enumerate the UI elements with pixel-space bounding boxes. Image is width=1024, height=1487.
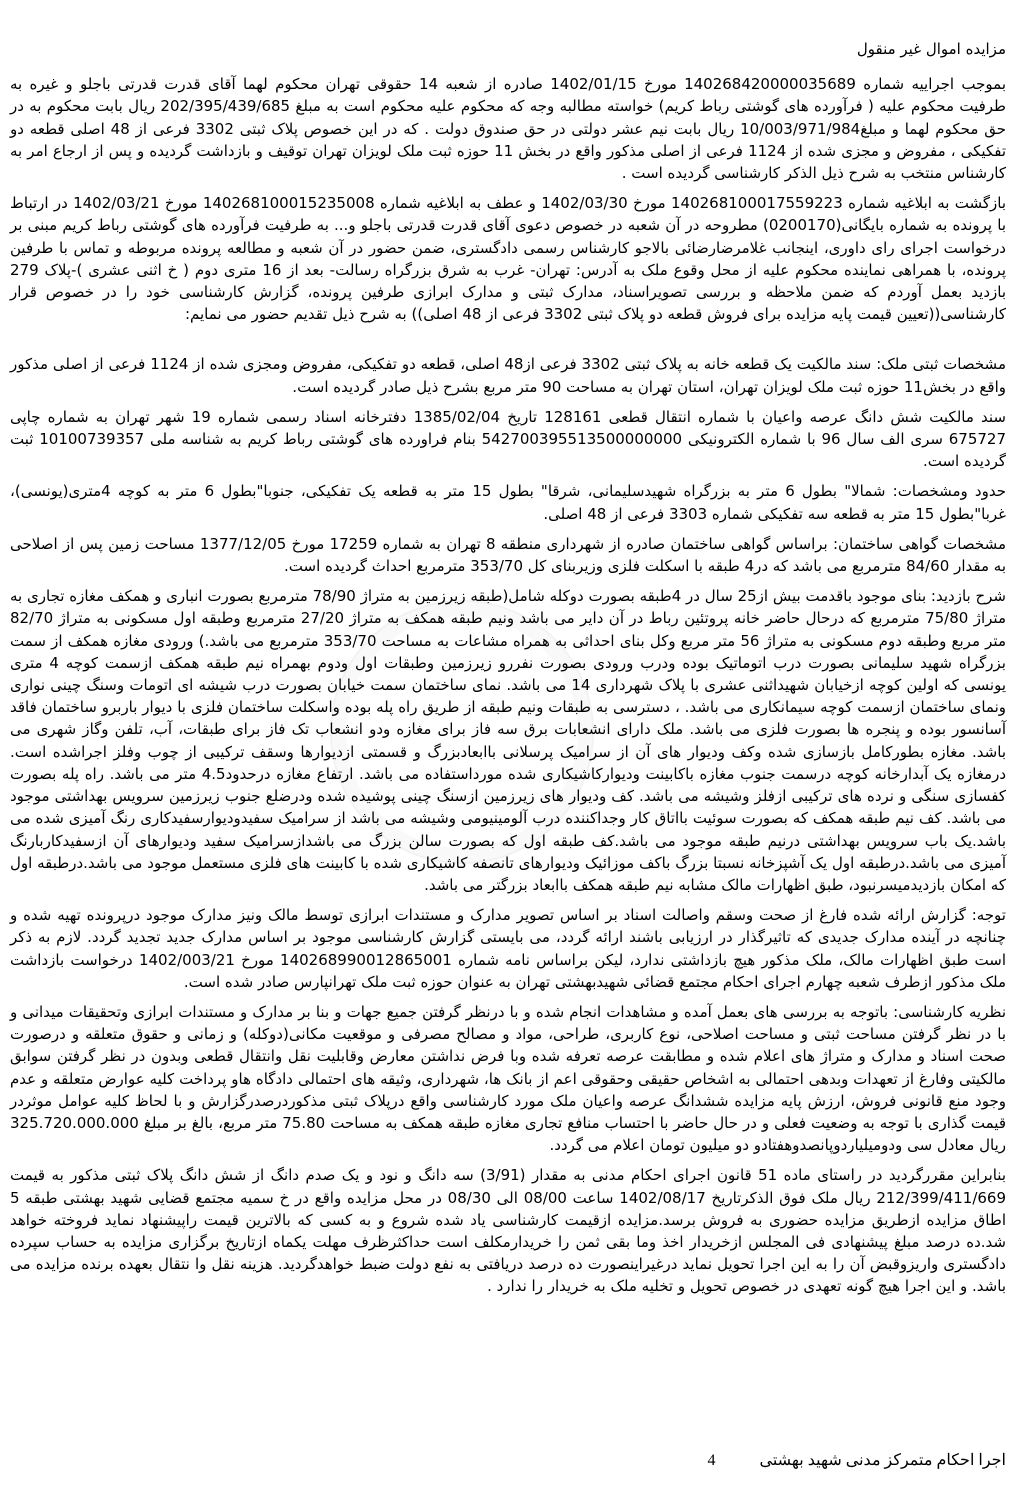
paragraph-execution-order: بموجب اجراییه شماره 140268420000035689 مورخ 1402/01/15 صادره از شعبه 14 حقوقی تهران محکوم لهما آقای قدرت قدرتی باجلو و غیره به طرفیت محکوم علیه ( فرآورده های گوشتی رباط کریم) خواسته مطالبه وجه که محکوم علیه محکوم است به مبلغ 202/395/439/685 ریال بابت محکوم به در حق محکوم لهما و مبلغ10/003/971/984 ریال بابت نیم عشر دولتی در حق صندوق دولت . که در این خصوص پلاک ثبتی 3302 فرعی از 48 اصلی قطعه دو تفکیکی ، مفروض و مجزی شده از 1124 فرعی از اصلی مذکور واقع در بخش 11 حوزه ثبت ملک لویزان تهران توقیف و بازداشت گردیده و پس از ارجاع امر به کارشناس منتخب به شرح ذیل الذکر کارشناسی گردیده است .	[10, 75, 1007, 183]
page-number: 4	[707, 1452, 716, 1469]
paragraph-boundaries: حدود ومشخصات: شمالا" بطول 6 متر به بزرگراه شهیدسلیمانی، شرقا" بطول 15 متر به قطعه یک تفکیکی، جنوبا"بطول 6 متر به کوچه 4متری(یونسی)، غربا"بطول 15 متر به قطعه سه تفکیکی شماره 3303 فرعی از 48 اصلی.	[10, 482, 1006, 523]
paragraph-expert-opinion: نظریه کارشناسی: باتوجه به بررسی های بعمل آمده و مشاهدات انجام شده و با درنظر گرفتن جمیع جهات و بنا بر مدارک و مستندات ابرازی وتحقیقات میدانی و با در نظر گرفتن مساحت ثبتی و مساحت اصلاحی، نوع کاربری، طراحی، مواد و مصالح مصرفی و موقعیت مکانی(دوکله) و زمانی و حقوق متعلقه و درصورت صحت اسناد و مدارک و متراژ های اعلام شده و مطابقت عرصه تعرفه شده وبا فرض نداشتن معارض وقابلیت نقل وانتقال قطعی وبدون در نظر گرفتن سوابق مالکیتی وفارغ از تعهدات وبدهی احتمالی به اشخاص حقیقی وحقوقی اعم از بانک ها، شهرداری، وثیقه های احتمالی دادگاه هاو پرداخت کلیه عوارض متعلقه و عدم وجود منع قانونی فروش، ارزش پایه مزایده ششدانگ عرصه واعیان ملک مورد کارشناسی واقع درپلاک ثبتی مذکوردرصدرگزارش و با لحاظ کلیه عوامل موثردر قیمت گذاری با توجه به وضعیت فعلی و در حال حاضر با احتساب منافع تجاری مغازه طبقه همکف به مساحت 75.80 متر مربع، بالغ بر مبلغ 325.720.000.000 ریال معادل سی ودومیلیاردوپانصدوهفتادو دو میلیون تومان اعلام می گردد.	[10, 1002, 1006, 1155]
paragraph-expert-visit: بازگشت به ابلاغیه شماره 140268100017559223 مورخ 1402/03/30 و عطف به ابلاغیه شماره 140268100015235008 مورخ 1402/03/21 در ارتباط با پرونده به شماره بایگانی(0200170) مطروحه در آن شعبه در خصوص دعوی آقای قدرت قدرتی باجلو و... به طرفیت فرآورده های گوشتی رباط کریم مبنی بر درخواست اجرای رای داوری، اینجانب غلامرضارضائی بالاجو کارشناس رسمی دادگستری، ضمن حضور در آن شعبه و مطالعه پرونده مربوطه و تماس با طرفین پرونده، با همراهی نماینده محکوم علیه از محل وقوع ملک به آدرس: تهران- غرب به شرق بزرگراه رسالت- بعد از 16 متری دوم ( خ اثنی عشری )-پلاک 279 بازدید بعمل آوردم که ضمن ملاحظه و بررسی تصویراسناد، مدارک ثبتی و مدارک ابرازی طرفین پرونده، گزارش کارشناسی خود را در خصوص قرار کارشناسی((تعیین قیمت پایه مزایده برای فروش قطعه دو پلاک ثبتی 3302 فرعی از 48 اصلی)) به شرح ذیل تقدیم حضور می نمایم:	[10, 194, 1007, 324]
footer-issuer: اجرا احکام متمرکز مدنی شهید بهشتی	[759, 1452, 1006, 1469]
paragraph-building-certificate: مشخصات گواهی ساختمان: براساس گواهی ساختمان صادره از شهرداری منطقه 8 تهران به شماره 17259 مورخ 1377/12/05 مساحت زمین پس از اصلاحی به مقدار 84/60 مترمربع می باشد که در4 طبقه با اسکلت فلزی وزیربنای کل 353/70 مترمربع احداث گردیده است.	[10, 534, 1006, 576]
paragraph-notice: توجه: گزارش ارائه شده فارغ از صحت وسقم واصالت اسناد بر اساس تصویر مدارک و مستندات ابرازی توسط مالک ونیز مدارک موجود درپرونده تهیه شده و چنانچه در آینده مدارک جدیدی که تاثیرگذار در ارزیابی باشند ارائه گردد، می بایستی گزارش کارشناسی موجود بر اساس مدارک جدید تجدید گردد. لازم به ذکر است طبق اظهارات مالک، ملک مذکور هیچ بازداشتی ندارد، لیکن براساس نامه شماره 140268990012865001 مورخ 1402/003/21 درخواست بازداشت ملک مذکور ازطرف شعبه چهارم اجرای احکام مجتمع قضائی شهیدبهشتی تهران به عنوان حوزه ثبت ملک تهرانپارس صادر شده است.	[10, 906, 1006, 991]
paragraph-ownership-deed: سند مالکیت شش دانگ عرصه واعیان با شماره انتقال قطعی 128161 تاریخ 1385/02/04 دفترخانه اسناد رسمی شماره 19 شهر تهران به شماره چاپی 675727 سری الف سال 96 با شماره الکترونیکی 542700395513500000000 بنام فراورده های گوشتی رباط کریم به شناسه ملی 10100739357 ثبت گردیده است.	[10, 407, 1006, 471]
paragraph-auction-terms: بنابراین مقررگردید در راستای ماده 51 قانون اجرای احکام مدنی به مقدار (3/91) سه دانگ و نود و یک صدم دانگ از شش دانگ پلاک ثبتی مذکور به قیمت 212/399/411/669 ریال ملک فوق الذکرتاریخ 1402/08/17 ساعت 08/00 الی 08/30 در محل مزایده واقع در خ سمیه مجتمع قضایی شهید بهشتی طبقه 5 اطاق مزایده ازطریق مزایده حضوری به فروش برسد.مزایده ازقیمت کارشناسی یاد شده شروع و به کسی که بالاترین قیمت راپیشنهاد نماید فروخته خواهد شد.ده درصد مبلغ پیشنهادی فی المجلس ازخریدار اخذ وما بقی ثمن را خریدارمکلف است حداکثرظرف مهلت یکماه ازتاریخ برگزاری مزایده به حساب سپرده دادگستری واریزوقبض آن را به این اجرا تحویل نماید درغیراینصورت ده درصد دریافتی به نفع دولت ضبط خواهدگردید. هزینه نقل وا نتقال بعهده برنده مزایده می باشد. و این اجرا هیچ گونه تعهدی در خصوص تحویل و تخلیه ملک به خریدار را ندارد .	[10, 1166, 1007, 1296]
document-title: مزایده اموال غیر منقول	[856, 40, 1006, 58]
paragraph-inspection-description: شرح بازدید: بنای موجود باقدمت بیش از25 سال در 4طبقه بصورت دوکله شامل(طبقه زیرزمین به متراژ 78/90 مترمربع بصورت انباری و همکف مغازه تجاری به متراژ 75/80 مترمربع که درحال حاضر خانه پروتئین رباط در آن دایر می باشد ونیم طبقه همکف به متراژ 27/20 مترمربع وطبقه اول مسکونی به متراژ 82/70 متر مربع وطبقه دوم مسکونی به متراژ 56 متر مربع وکل بنای احداثی به همراه مشاعات به مساحت 353/70 مترمربع می باشد.) ورودی مغازه همکف از سمت بزرگراه شهید سلیمانی بصورت درب اتوماتیک بوده ودرب ورودی بصورت نفررو زیرزمین وطبقات اول ودوم بهمراه نیم طبقه همکف ازسمت کوچه 4 متری یونسی که اولین کوچه ازخیابان شهیداثنی عشری با پلاک شهرداری 14 می باشد. نمای ساختمان سمت خیابان بصورت درب شیشه ای اتومات وسنگ چینی نواری ونمای ساختمان ازسمت کوچه سیمانکاری می باشد. ، دسترسی به طبقات ونیم طبقه از طریق راه پله بوده واسکلت ساختمان فلزی با دیوار باربرو ساختمان فاقد آسانسور بوده و پنجره ها بصورت فلزی می باشد. ملک دارای انشعابات برق سه فاز برای مغازه ودو انشعاب تک فاز برای طبقات، آب، تلفن وگاز شهری می باشد. مغازه بطورکامل بازسازی شده وکف ودیوار های آن از سرامیک پرسلانی باابعادبزرگ و قسمتی ازدیوارها وسقف ترکیبی از چوب وفلز اجراشده است. درمغازه یک آبدارخانه کوچه درسمت جنوب مغازه باکابینت ودیوارکاشیکاری شده مورداستفاده می باشد. ارتفاع مغازه درحدود4.5 متر می باشد. راه پله بصورت کفسازی سنگی و نرده های ترکیبی ازفلز وشیشه می باشد. کف ودیوار های زیرزمین ازسنگ چینی پوشیده شده ودرضلع جنوب زیرزمین سرویس بهداشتی موجود می باشد. کف نیم طبقه همکف که بصورت سوئیت بااتاق کار وجداکننده درب آلومینیومی وشیشه می باشد از سرامیک سفیدودیوارسفیدکاری رنگ آمیزی شده می باشد.یک باب سرویس بهداشتی درنیم طبقه موجود می باشد.کف طبقه اول که بصورت سالن بزرگ می باشدازسرامیک سفید ودیوارهای آن ازسفیدکاربارنگ آمیزی می باشد.درطبقه اول یک آشپزخانه نسبتا بزرگ باکف موزائیک ودیوارهای تانصفه کاشیکاری شده با کابینت های فلزی مستعمل موجود می باشد.درطبقه اول که امکان بازدیدمیسرنبود، طبق اظهارات مالک مشابه نیم طبقه همکف باابعاد بزرگتر می باشد.	[10, 587, 1007, 894]
footer	[707, 1450, 1006, 1470]
paragraph-registration-details: مشخصات ثبتی ملک: سند مالکیت یک قطعه خانه به پلاک ثبتی 3302 فرعی از48 اصلی، قطعه دو تفکیکی، مفروض ومجزی شده از 1124 فرعی از اصلی مذکور واقع در بخش11 حوزه ثبت ملک لویزان تهران، استان تهران به مساحت 90 متر مربع بشرح ذیل صادر گردیده است.	[10, 355, 1006, 396]
